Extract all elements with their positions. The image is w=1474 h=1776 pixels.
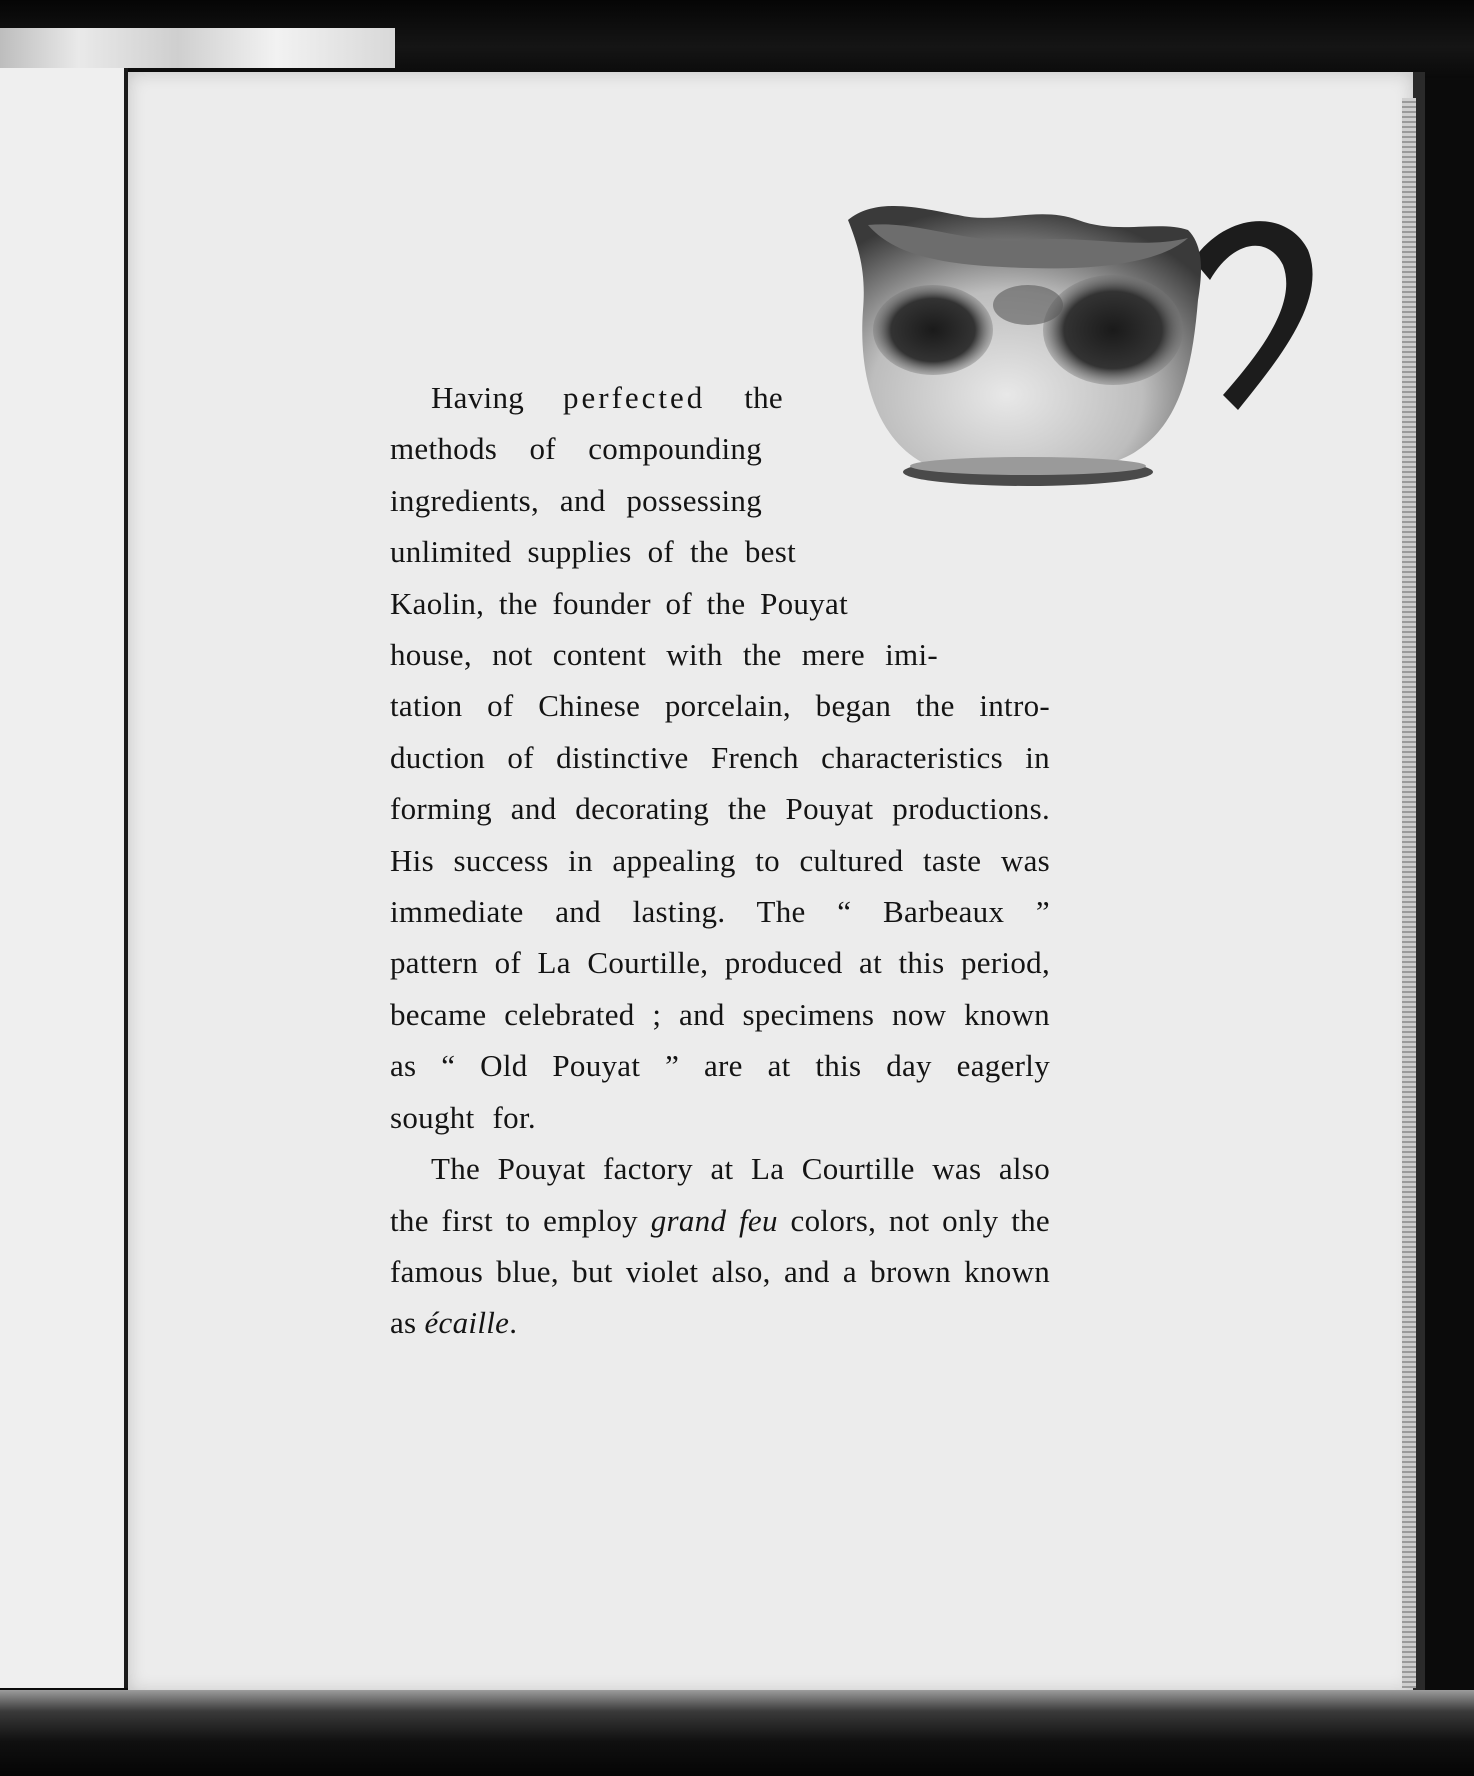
text-fragment: . <box>509 1305 518 1341</box>
text-line <box>390 372 783 423</box>
scan-bottom-border <box>0 1690 1474 1776</box>
text-line: unlimited supplies of the best <box>390 534 796 570</box>
text-line: pattern of La Courtille, produced at this period, <box>390 945 1050 981</box>
text-fragment: the <box>744 380 783 415</box>
text-line: His success in appealing to cultured taste was <box>390 842 1050 878</box>
italic-term: écaille <box>424 1305 510 1341</box>
text-line: The Pouyat factory at La Courtille was also <box>431 1151 1050 1187</box>
text-line: house, not content with the mere imi- <box>390 637 938 673</box>
text-line <box>390 1297 1050 1348</box>
text-fragment: Having <box>431 380 525 415</box>
text-line: became celebrated ; and specimens now known <box>390 996 1050 1032</box>
text-line: duction of distinctive French characteristics in <box>390 739 1050 775</box>
scan-top-light-area <box>0 28 395 68</box>
text-line: immediate and lasting. The “ Barbeaux ” <box>390 894 1050 930</box>
text-line: ingredients, and possessing <box>390 482 762 518</box>
left-facing-page-edge <box>0 68 128 1688</box>
text-fragment: colors, not only the <box>790 1202 1050 1238</box>
page-stack-edge <box>1402 98 1416 1688</box>
text-line: as “ Old Pouyat ” are at this day eagerly <box>390 1048 1050 1084</box>
text-line: tation of Chinese porcelain, began the intro- <box>390 688 1050 724</box>
italic-term: grand feu <box>650 1202 778 1238</box>
text-line: methods of compounding <box>390 431 762 467</box>
text-line <box>390 1195 1050 1246</box>
text-fragment: perfected <box>562 380 706 415</box>
body-text <box>390 372 1050 1349</box>
text-fragment: as <box>390 1305 417 1341</box>
text-line: Kaolin, the founder of the Pouyat <box>390 585 848 621</box>
scan-top-border <box>0 0 1474 78</box>
text-line: famous blue, but violet also, and a brown known <box>390 1253 1050 1289</box>
text-line: sought for. <box>390 1099 536 1135</box>
text-fragment: the first to employ <box>390 1202 638 1238</box>
text-line: forming and decorating the Pouyat productions. <box>390 791 1050 827</box>
